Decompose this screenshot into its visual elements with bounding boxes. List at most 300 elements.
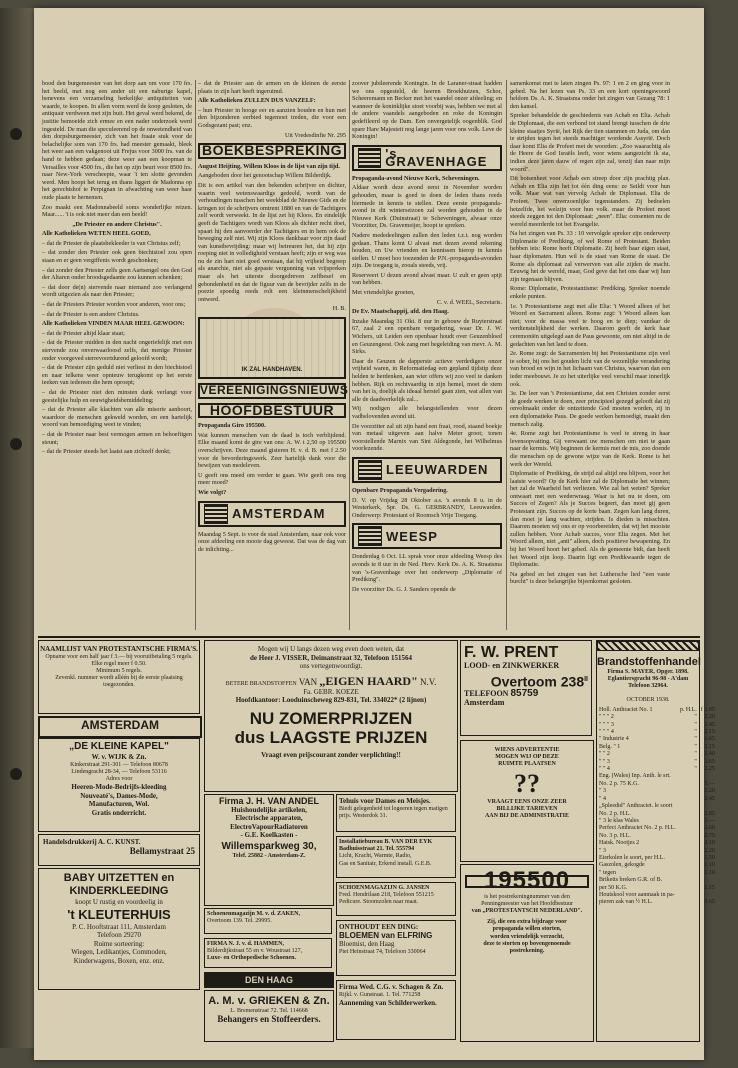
price-row bbox=[597, 885, 717, 892]
list-item: – dat de Priester steeds het laatst aan zichzelf denkt; bbox=[42, 448, 171, 456]
article-text: De voorzitter Ds. G. J. Sanders opende de bbox=[352, 585, 456, 593]
ad-line: Rijkl. v. Gunstraat. 1. Tel. 771258 bbox=[339, 991, 421, 998]
price-value: 2.40 bbox=[704, 751, 715, 758]
price-item: " " 3 bbox=[599, 758, 610, 765]
section-banner-vereenigingsnieuws: VEREENIGINGSNIEUWS bbox=[200, 383, 349, 398]
ad-line: Bloemist, den Haag bbox=[339, 940, 395, 948]
price-list-month: OCTOBER 1938. bbox=[626, 696, 670, 703]
article-text: samenkomst met te laten zingen Ps. 97: 1 en 2 en ging voor in gebed. Na het lezen van Ps. 33 en een kort openingswoord heldom Ds. A. K. Straatsma onder het zingen van Gezang 78: 1 den kansel. bbox=[510, 80, 670, 110]
ad-title: BABY UITZETTEN en bbox=[63, 872, 175, 884]
advertisement-section bbox=[38, 636, 715, 1058]
article-heading: Propaganda Giro 195500. bbox=[198, 422, 266, 430]
price-row bbox=[597, 729, 717, 736]
ad-headline: dus LAAGSTE PRIJZEN bbox=[234, 727, 428, 747]
price-value: 3.20 bbox=[704, 788, 715, 795]
article-text: Daar de Geuzen de dapperste actieve verdedigers onzer vrijheid waren, in Reformatiedag een gepland tijdstip deze helden te herdenken, aan wier offers wij zoo veel te danken hebben. Rijk en rechtvaardig in zijn hemel, moet de stem van het is, doelijk als ideaal herstel gaan zien, wat allen van alle de daadwerkelijk zal... bbox=[352, 357, 502, 403]
price-item: No. 2 p. 75 K.G. bbox=[599, 780, 639, 787]
review-title: August Heijting, Willem Kloos in de lijst van zijn tijd. bbox=[198, 162, 340, 170]
price-value: 2.10 bbox=[704, 840, 715, 847]
ad-line: Behangers en Stoffeerders. bbox=[217, 1014, 321, 1025]
ad-van-andel bbox=[204, 794, 334, 906]
ad-line: VAN bbox=[298, 676, 318, 687]
list-item: – dat de Priesters Priester worden voor anderen, voor ons; bbox=[42, 301, 186, 309]
article-text: De voorzitter zal uit zijn hand een fraai, rood, staand boekje van metaal uitgeven aan halve Meter groot; tonen voorstellende Marnix van Sint Aldegonde, het Wilhelmus voorlezende. bbox=[352, 422, 502, 453]
city-crest-icon bbox=[204, 504, 228, 524]
price-unit bbox=[678, 848, 699, 855]
list-item: – dat de Priester zijn geduld niet verliest in den biechtstoel en naar telkens weer opnieuw terugkomt op het eerste teeken van iedereen die hem oproept; bbox=[42, 364, 192, 387]
price-unit bbox=[678, 870, 699, 877]
ad-kleuterhuis bbox=[38, 868, 200, 990]
article-heading: De Ev. Maatschappij, afd. den Haag. bbox=[352, 308, 449, 316]
price-unit bbox=[678, 899, 699, 906]
ad-line: Zevenkl. nummer wordt alléén bij de eerste plaatsing toegezonden. bbox=[55, 675, 183, 689]
price-unit bbox=[678, 885, 699, 892]
article-text: Maandag 5 Sept. is voor de stad Amsterdam, naar ook voor onze afdeeling een mooie dag geweest. Dat was de dag van de inlichting... bbox=[198, 530, 346, 553]
ad-phone: 85759 bbox=[510, 688, 539, 700]
ad-kleine-kapel bbox=[38, 738, 200, 832]
ad-line: Huishoudelijke artikelen, bbox=[231, 805, 307, 814]
ad-line: Ruime sorteering: bbox=[93, 939, 145, 948]
ad-line: - G.E. Koelkasten - bbox=[240, 831, 298, 839]
price-value bbox=[699, 877, 717, 884]
price-unit: " bbox=[694, 766, 697, 773]
price-value: 2.15 bbox=[704, 729, 715, 736]
article-text: Reserveert U dezen avond alvast maar. U zult er geen spijt van hebben. bbox=[352, 271, 502, 287]
ad-line: Opname voor een half jaar f 3.— bij vooruitbetaling 5 regels. bbox=[45, 653, 193, 660]
price-row bbox=[597, 811, 717, 818]
ad-line: Willemsparkweg 30, bbox=[221, 840, 317, 852]
ad-line: LOOD- en ZINKWERKER bbox=[464, 661, 560, 670]
price-unit bbox=[678, 781, 699, 788]
article-text: bood den burgemeester van het dorp aan om voor 170 frs. het beeld, met nog een ander uit een naburige kapel, benevens een verzameling herkelijke antiquiteiten van waarde, te koopen. In allen vorm werd de koop gesloten, de antiquair verdween met zijn buit. Het geval werd bekend, de justitie bemoeide zich ermee en een nader onderzoek werd ingesteld. De man die speculeerend op de onwetendheid van den dorpsburgemeester, zich van het fraaie stuk voor de belachelijke som van 170 frs. had meester gemaakt, bleek het weer aan een vakgenoot uit Frejus voor 3000 frs. van de hand te hebben gedaan; deze weer aan een koopman te Versailles voor 4500 frs., die het op zijn beurt voor 8500 frs. naar New-York verscheepte, waar 't ten slotte gevonden werd. Men hoopt het terug en thans liggert de Madonna op het gerechtshof te Perpignan in afwachting van weer haar oude plaats te hernemen. bbox=[42, 80, 192, 201]
column-2 bbox=[198, 80, 349, 630]
ad-title: Firma J. H. VAN ANDEL bbox=[218, 796, 319, 806]
article-signature: C. v. d. WEEL, Secretaris. bbox=[436, 298, 502, 306]
price-unit bbox=[678, 892, 699, 899]
price-item: " 3 bbox=[599, 788, 606, 795]
ad-line: BETERE BRANDSTOFFEN bbox=[225, 680, 297, 687]
price-item: Briketts breken G.R. of B. bbox=[599, 877, 663, 884]
ad-title: Schoenenmagazijn M. v. d. ZAKEN, bbox=[207, 911, 301, 917]
article-text: U geeft ons meed om verder te gaan. Wie geeft ons nog meer moed? bbox=[198, 471, 346, 487]
ad-title: „EIGEN HAARD" bbox=[319, 673, 418, 688]
ad-line: Fa. GEBR. KOEZE bbox=[303, 687, 359, 696]
ad-line: de Heer J. VISSER, Deimanstraat 32, Telefoon 151564 bbox=[250, 653, 412, 662]
ad-line: Penningmeester van het Hoofdbestuur bbox=[481, 900, 573, 907]
ad-title: Firma Wed. C.G. v. Schagen & Zn. bbox=[339, 983, 444, 991]
price-value: 2.20 bbox=[704, 847, 715, 854]
ad-line: Telef. 25882 - Amsterdam-Z. bbox=[232, 852, 306, 859]
price-item: „Spleedid" Anthraciet. le soort bbox=[599, 803, 673, 810]
ad-line: Aanneming van Schilderwerken. bbox=[339, 998, 437, 1007]
price-unit: " bbox=[694, 758, 697, 765]
article-text: Wat kunnen menschen van de daad is toch verblijdend. Elke maand komt de gire van ons: A. W. t 2,50 op 195500 overschrijven. Deze maand gisteren H. v. d. B. met f 2.50 voor de bevorderingswerk. Zeer hartelijk dank voor die bewijzen van medeleven. bbox=[198, 431, 346, 470]
price-item: Eng. (Wales) Inp. Anth. le srt. bbox=[599, 773, 671, 780]
section-banner-hoofdbestuur: HOOFDBESTUUR bbox=[198, 403, 346, 419]
article-text: zoover jubileerende Koningin. In de Laraner-straat hadden we ons opgesteld, de heeren Broekhuizen, Schor, Scheeremann en Becker met het vaandel onzer afdeeling; en wanneer de koninklijke stoet voorbij was, hebben we met al de andere vaandels aangeboden en roke de Koningin gedefileerd op de Dam. Een onvergetelijk oogenblik. God spare Hare Majesteit nog lange jaren voor ons volk. Leve de Koningin! bbox=[352, 80, 502, 141]
giro-number: 195500 bbox=[465, 875, 589, 888]
review-signature: H. B. bbox=[332, 305, 346, 313]
price-unit bbox=[678, 811, 699, 818]
binding-hole bbox=[10, 768, 22, 780]
ad-title: BLOEMEN van ELFRING bbox=[339, 930, 433, 940]
ad-brandstoffenhandel bbox=[596, 640, 715, 1042]
ad-title: Tehuis voor Dames en Meisjes. bbox=[339, 797, 431, 805]
ad-heading-amsterdam: AMSTERDAM bbox=[38, 716, 202, 738]
ad-grieken bbox=[204, 990, 334, 1042]
ad-line: propaganda willen storten, bbox=[492, 926, 562, 933]
article-text: Na het zingen van Ps. 33 : 10 vervolgde spreker zijn onderwerp Diplomatie of Prediking, of wel Rome of Protestant. Beiden hebben iets: Rome heeft Diplomatie. Zij heeft haar eigen staat, haar diplomaten. Hun wil is de staat van Rome de staat. De Rome als diplomaat zal verwerven van alle zijden de macht. Eeuwig het de wereld, maar, God geve dat het ons daar wij hun zijn tegenaan blijven. bbox=[510, 230, 670, 283]
city-banner-weesp bbox=[352, 523, 502, 549]
ad-schagen bbox=[336, 980, 456, 1040]
price-item: Belg. " 1 bbox=[599, 743, 621, 750]
price-row bbox=[597, 862, 717, 869]
price-unit bbox=[678, 796, 699, 803]
article-text: Diplomatie of Prediking, de strijd zal altijd ons blijven, voor het laatste woord? Op de Kerk hier zal de Diplomatie het winnen; het zal de Waarheid het verliezen. Wie zal het weten? Spreker ontwaart met een wederwraag. Waar is het nu te doen, om Succes of Zegen? Als je Succes begeert, dan moet gij geen Protestant zijn. Succes op de korte baan. Zegen kan lang duren, dan moet je lang wachten, strijden. Is dieden is misschien. Daarom moeten wij ons er op voorbereiden, dat wij het mooiste zullen hebben. Voor Achab succes, voor Elia zegen. Met het Woord alleen, niet „anti" alleen, doch positieve bewapening. En bij het Woord hoort het gebed. Als de gemeente bidt, dan heeft het Woord zijn loop. Daarin ligt een Predikwaarde tegen de Diplomatie. bbox=[510, 470, 670, 569]
price-value bbox=[699, 803, 717, 810]
price-unit bbox=[678, 877, 699, 884]
price-unit: " bbox=[694, 714, 697, 721]
article-text: Na gebed en het zingen van het Luthersche lied "een vaste burcht" is deze belangrijke bijeenkomst gesloten. bbox=[510, 570, 670, 586]
list-item: – dat de Priester naar best vermogen armen en behoeftigen steunt; bbox=[42, 430, 192, 446]
price-item: " 3 bbox=[599, 847, 606, 854]
review-text: Dit is een artikel van den bekenden schrijver en dichter, waarin veel wetenswaardigs gedeeld, wordt van de verhoudingen tusschen het weekblad de Nieuwe Gids en de kringen tot de schrijvers omtrent 1880 en van de Tachtigers zelf wordt verweekt. In de lijst zet hij Kloos. En eindelijk geeft de Tachtigers wordt van Kloos als dichter recht doet, spaart hij den aanvoerder der Tachtigers en in hem ook de beweging zelf niet. Wij zijn Kloos dankbaar voor zijn daad van kunstbevrijding: maar wij betreuren het, dat hij zijn roeping niet in volledigheid verstaan heeft; zijn er weg was nu de zin hart niet goed verstaan, dat hij vrijheid begreep als anarchie, niet als gepaste vergunning van vrijspreken maar als het uiterste doorgedreven zelfbesef en gebondenheid en dat de figuur van de bevrijder zelfs in de poezie spoedig reeds rolt een kleinmenschelijkheid ontwerd. bbox=[198, 181, 346, 303]
ad-line: Vraagt even prijscourant zonder verplichting!! bbox=[261, 750, 401, 759]
ad-line: van „PROTESTANTSCH NEDERLAND". bbox=[471, 907, 583, 914]
ad-line: Heeren-Mode-Bedrijfs-kleeding bbox=[71, 783, 167, 792]
ad-line: N.V. bbox=[420, 676, 437, 687]
ad-tehuis-dames bbox=[336, 794, 456, 832]
price-row bbox=[597, 751, 717, 758]
price-row bbox=[597, 825, 717, 832]
newspaper-page bbox=[34, 8, 715, 1060]
price-value bbox=[699, 892, 717, 899]
price-value: 2.20 bbox=[704, 714, 715, 721]
ad-naamlijst bbox=[38, 640, 200, 714]
price-value: 1.10 bbox=[704, 869, 715, 876]
ad-line: VRAAGT EENS ONZE ZEER bbox=[487, 798, 567, 805]
article-text: Alle Katholieken ZULLEN DUS VANZELF: bbox=[198, 97, 316, 105]
price-item: " " " 3 bbox=[599, 721, 614, 728]
ad-line: Telefoon 29270 bbox=[96, 931, 142, 939]
price-value: 2.45 bbox=[704, 795, 715, 802]
ad-line: Wiegen, Ledikantjes, Commoden, bbox=[71, 948, 167, 956]
price-unit: p. H.L. bbox=[679, 706, 697, 713]
price-value: 1.50 bbox=[704, 854, 715, 861]
ad-line: TELEFOON bbox=[464, 689, 509, 699]
price-row bbox=[597, 759, 717, 766]
article-text: 3e. De leer van 't Protestantisme, dat een Christen zonder eerst de goede werken te doen, zeer principieel gezegd gelooft dat zij onvolmaakt onder de ontzettende God moeten worden, zij in een diplomatieke Paus. De goede werken bemoedigt, maakt den mensch zalig. bbox=[510, 390, 670, 428]
article-text: D. V. op Vrijdag 28 Oktober a.s. 's avonds 8 u. in de Westerkerk, Spr. Ds. G. GERBRANDY, Leeuwarden. Onderwerp: Protestant of Roomsch Vrije Toegang. bbox=[352, 496, 502, 519]
city-name: AMSTERDAM bbox=[232, 505, 326, 521]
list-item: – dat de Priester altijd klaar staat; bbox=[42, 329, 125, 337]
price-row bbox=[597, 848, 717, 855]
price-list bbox=[597, 707, 717, 907]
decorative-border bbox=[597, 641, 699, 651]
list-item: – dat zonder den Priester ook geen biechtstoel zou open staan en er geen vergiffenis wordt geschonken; bbox=[42, 249, 192, 265]
price-value: 3.— bbox=[704, 817, 715, 824]
price-item: " 4 bbox=[599, 795, 606, 802]
price-unit bbox=[678, 840, 699, 847]
ad-van-der-eyk bbox=[336, 836, 456, 878]
ad-hammen bbox=[204, 938, 332, 968]
ad-line: Firma S. MAYER, Opger. 1898. bbox=[607, 669, 689, 675]
list-item: – hun Priester in hooge eer en aanzien houden en hun met den bijzonderen eerbied tegemoet treden, die voor een Godsgezant past; enz. bbox=[198, 106, 346, 129]
price-value: 2.25 bbox=[704, 766, 715, 773]
ad-line: Nouveaté's, Dames-Mode, bbox=[80, 791, 158, 800]
ad-jansen bbox=[336, 882, 456, 916]
price-item: Gaszolen, gekogde bbox=[599, 862, 645, 869]
ad-line: Fred. Hendrilaan 218, Telefoon 551215 bbox=[339, 892, 434, 899]
ad-line: is het postrekeningnummer van den bbox=[484, 893, 570, 900]
city-name: LEEUWARDEN bbox=[386, 462, 489, 478]
article-text: Alle Katholieken WETEN HEEL GOED, bbox=[42, 230, 151, 238]
ad-line: Minimum 5 regels. bbox=[96, 667, 142, 674]
ad-line: WIENS ADVERTENTIE bbox=[494, 747, 560, 753]
ad-line: postrekening. bbox=[509, 947, 545, 954]
article-text: Rome: Diplomatie, Protestantisme: Prediking. Spreker noemde enkele punten. bbox=[510, 285, 670, 301]
article-text: Met vriendelijke groeten, bbox=[352, 289, 415, 297]
ad-line: worden vriendelijk verzocht, bbox=[490, 933, 564, 940]
ad-drukkerij bbox=[38, 834, 200, 866]
ad-line: Eglantiersgracht 96-98 - A'dam bbox=[607, 676, 689, 683]
price-item: Haisk. Nootjes 2 bbox=[599, 840, 640, 847]
ad-line: RUIMTE PLAATSEN bbox=[498, 761, 556, 768]
city-crest-icon bbox=[358, 148, 381, 168]
ad-line: Biedt gelegenheid tot logeeren tegen matigen prijs. Westerdok 31. bbox=[339, 805, 448, 819]
price-value: 2.60 bbox=[704, 825, 715, 832]
article-text: Aldaar wordt deze avond eerst in November worden gehouden, maar is goed te doen de leden thans reeds hiermede in kennis te stellen. Deze eerste propaganda-avond in dit winterseizoen zal worden gehouden in de Nieuwe Kerk (Duinstraat) te Scheveningen, alwaar onze Voorzitter, Ds. Gravemeijer, hoopt te spreken. bbox=[352, 184, 502, 230]
price-row bbox=[597, 796, 717, 803]
price-unit bbox=[678, 773, 699, 780]
price-value: 2.85 bbox=[704, 810, 715, 817]
price-item: " Industrie 4 bbox=[599, 736, 629, 743]
ad-prent bbox=[460, 640, 592, 736]
binding-strip bbox=[0, 8, 34, 1048]
ad-line: Mogen wij U langs dezen weg even doen weten, dat bbox=[257, 645, 405, 653]
article-heading: „De Priester en andere Christus". bbox=[72, 220, 162, 228]
ad-line: Amsterdam bbox=[464, 697, 505, 707]
list-item: – dat de Priester niet den minsten dank verlangt voor geestelijke hulp en eeuwigheidsbemiddeling; bbox=[42, 388, 192, 404]
list-item: – dat de Priester alle klachten van alle misorie aanhoort, waardoor de menschen gekweld worden, en een hartelijk woord van bemoediging weet te vinden; bbox=[42, 406, 192, 429]
list-item: – dat de Priester midden in den nacht ongeriefelijk met een stervende zou onverwaarloosd zelfs, dat menige Priester onder voorgeved sterrevoortdurend geloofd wordt; bbox=[42, 339, 192, 362]
price-row bbox=[597, 707, 717, 714]
price-unit: " bbox=[694, 751, 697, 758]
price-unit bbox=[678, 862, 699, 869]
ad-line: Licht, Kracht, Warmte, Radio, bbox=[339, 853, 412, 860]
article-text: 4e. Rome zegt het Protestantisme is veel te streng in haar levensopvatting. Gij verwaant uw menschen om niet te gaan naar de kermis. Wij beginnen de kermis met de mis, zoo doende die menschen op de gewone wijze van de Kerk. Rome is het werk der Wereld. bbox=[510, 430, 670, 468]
price-item: " " 2 bbox=[599, 751, 610, 758]
price-row bbox=[597, 877, 717, 884]
price-value: f 2.05 bbox=[700, 706, 715, 713]
price-unit bbox=[678, 855, 699, 862]
ad-line: Bilderdijkstraat 55 en v. Woustraat 127, bbox=[207, 948, 303, 955]
ad-line: Badhuisstraat 21. Tel. 555794 bbox=[339, 846, 415, 853]
binding-hole bbox=[10, 128, 22, 140]
price-item: per 50 K.G. bbox=[599, 884, 628, 891]
price-unit: " bbox=[694, 736, 697, 743]
ad-title: FIRMA N. J. v. d. HAMMEN, bbox=[207, 941, 284, 947]
column-3 bbox=[352, 80, 502, 630]
price-item: Perfect Anthraciet No. 2 p. H.L. bbox=[599, 825, 676, 832]
price-row bbox=[597, 714, 717, 721]
ad-line: Lindengracht 28-34, — Telefoon 53116 bbox=[71, 768, 167, 775]
price-unit: " bbox=[694, 743, 697, 750]
price-value: 2.65 bbox=[704, 758, 715, 765]
article-heading: Openbare Propaganda Vergadering. bbox=[352, 486, 448, 494]
ad-line: W. v. WIJK & Zn. bbox=[91, 753, 147, 761]
emblem-motto: IK ZAL HANDHAVEN. bbox=[241, 367, 303, 374]
ad-line: deze te storten op bovengenoemde bbox=[483, 940, 571, 947]
price-item: " " " 2 bbox=[599, 714, 614, 721]
price-item: No. 2 p. H.L. bbox=[599, 810, 631, 817]
ad-title: KINDERKLEEDING bbox=[69, 885, 169, 897]
ad-line: Kinkerstraat 291-301 — Telefoon 80678 bbox=[70, 761, 168, 768]
ad-giro bbox=[460, 864, 594, 1042]
price-value: 0.65 bbox=[704, 899, 715, 906]
ad-elfring bbox=[336, 920, 456, 976]
price-unit bbox=[678, 803, 699, 810]
price-row bbox=[597, 899, 717, 906]
ad-title: Brandstoffenhandel bbox=[597, 656, 701, 668]
city-name: 's GRAVENHAGE bbox=[385, 146, 488, 169]
ad-line: BILLIJKE TARIEVEN bbox=[496, 805, 558, 812]
ad-zaken bbox=[204, 908, 332, 934]
ad-line: AAN BIJ DE ADMINISTRATIE bbox=[484, 813, 570, 820]
city-crest-icon bbox=[358, 526, 382, 546]
ad-heading-den-haag: DEN HAAG bbox=[204, 972, 334, 988]
ad-line: Luxe- en Orthopedische Schoenen. bbox=[207, 955, 297, 962]
article-text: Wie volgt? bbox=[198, 488, 227, 496]
article-text: 2e. Rome zegt: de Sacramenten bij het Protestantisme zijn veel te sober, bij ons het gouden licht van de wezenlijke verandering van brood en wijn in het lichaam van Christus, waarvan dan een ieder meebouwt. Je zo het uiterlijke veel verschil maar innerlijk ook. bbox=[510, 350, 670, 388]
ad-line: koopt U rustig en voordeelig in bbox=[75, 898, 163, 906]
ad-title: Installatiebureau B. VAN DER EYK bbox=[339, 839, 433, 845]
list-item: – dat door de(n) stervende naar niemand zoo verlangend wordt uitgezien als naar den Priester; bbox=[42, 283, 192, 299]
price-row bbox=[597, 773, 717, 780]
article-text: Nadere mededeelingen zullen den leden t.z.t. nog worden gedaan. Thans komt U alvast met dezen avond rekening houden, en Uw vrienden en kennissen hierop in kennis stellen. U moet hoo toezenden de P.N.-propaganda-avonden zijn. De toegang is, zooals steeds, vrij. bbox=[352, 231, 502, 270]
price-unit bbox=[678, 825, 699, 832]
price-item: Houtskool voor aanmaak in pa- bbox=[599, 891, 675, 898]
ad-line: Gas en Sanitair, Erkend install. G.E.B. bbox=[339, 860, 432, 867]
ad-line: Bellamystraat 25 bbox=[129, 845, 195, 856]
price-item: Eierkolen le soort, per H.L. bbox=[599, 854, 665, 861]
price-value: 3.— bbox=[704, 780, 715, 787]
price-item: " 3 le klas Wales bbox=[599, 817, 639, 824]
ad-title: „DE KLEINE KAPEL" bbox=[69, 741, 169, 752]
article-text: Alle Katholieken VINDEN MAAR HEEL GEWOON: bbox=[42, 320, 185, 328]
ad-title: Handelsdrukkerij A. C. KUNST. bbox=[43, 838, 141, 846]
city-crest-icon bbox=[358, 460, 382, 480]
list-item: – dat zonder den Priester zelfs geen Aartsengel ons den God der Altaren onder broodsgedaante zou kunnen schenken; bbox=[42, 266, 192, 282]
section-banner-boekbespreking: BOEKBESPREKING bbox=[198, 143, 346, 159]
ad-address: Overtoom 238 bbox=[490, 673, 585, 690]
ad-line: Manufacturen, Wol. bbox=[88, 800, 150, 809]
ad-line: Pedicure. Stoomzolen naar maat. bbox=[339, 899, 419, 906]
article-text: Donderdag 6 Oct. LL sprak voor onze afdeeling Weesp des avonds te 8 uur in de Ned. Herv. Kerk Ds. A. K. Straatsma van 's-Gravenhage over het onderwerp „Diplomatie of Prediking". bbox=[352, 553, 502, 584]
price-value: 2.15 bbox=[704, 743, 715, 750]
price-item: pieren zak van ½ H.L. bbox=[599, 899, 653, 906]
ad-line: Kinderwagens, Boxen, enz. enz. bbox=[73, 956, 165, 965]
price-row bbox=[597, 736, 717, 743]
price-item: Holl. Anthraciet No. 1 bbox=[599, 706, 653, 713]
price-value: 2.45 bbox=[704, 721, 715, 728]
article-text: Zoo maakt een Madonnabeeld soms wonderlijke reizen. Maar...... 't is ook niet meer dan een beeld! bbox=[42, 203, 192, 219]
list-item: – dat de Priester de plaatsbekleeder is van Christus zelf; bbox=[42, 239, 181, 247]
article-text: 1e. 't Protestantisme zegt met alle Elia: 't Woord alleen of het Woord en Sacrament alleen. Rome zegt: 't Woord alleen kan niet; voor de massa veel te hoog en te diep; vandaar de verdienstelijkheid der werken. Daarom geeft de kerk haar ceremoniën uitgelegd aan de Paus gewoonte, om niet altijd in de gedachten van het land te doen. bbox=[510, 302, 670, 348]
price-item: " tegen bbox=[599, 869, 616, 876]
ad-line: Hoofdkantoor: Looduinscheweg 829-831, Tel. 334022* (2 lijnen) bbox=[235, 696, 427, 705]
price-row bbox=[597, 788, 717, 795]
article-source: Uit Vredesdinfie Nr. 295 bbox=[284, 131, 346, 139]
price-item: No. 3 p. H.L. bbox=[599, 832, 631, 839]
price-value: 1.10 bbox=[704, 862, 715, 869]
ad-title: 't KLEUTERHUIS bbox=[67, 906, 171, 922]
vereeniging-emblem bbox=[198, 317, 346, 379]
ad-title: SCHOENMAGAZIJN G. JANSEN bbox=[339, 885, 430, 891]
column-1 bbox=[42, 80, 192, 630]
list-item: – dat de Priester is een andere Christus. bbox=[42, 310, 140, 318]
city-banner-gravenhage bbox=[352, 145, 502, 171]
article-heading: Propaganda-avond Nieuwe Kerk, Scheveningen. bbox=[352, 174, 480, 182]
ad-title: F. W. PRENT bbox=[464, 644, 559, 661]
article-text: Wij nodigen alle belangstellenden voor dezen vadbelovenden avond uit. bbox=[352, 405, 502, 420]
price-row bbox=[597, 803, 717, 810]
ad-line: Adres voor bbox=[105, 775, 133, 782]
price-row bbox=[597, 855, 717, 862]
city-banner-amsterdam bbox=[198, 501, 346, 527]
ad-line: Piet Heinstraat 74, Telefoon 330064 bbox=[339, 948, 426, 955]
ad-line: P. C. Hooftstraat 111, Amsterdam bbox=[72, 922, 166, 931]
ad-title: ONTHOUDT EEN DING: bbox=[339, 923, 419, 931]
article-text: Dit botsenheet voor Achab een streep door zijn prachtig plan. Achab en Elia zijn het tot één ding eens: ze Seildt voor hun volk. Maar wat van vervolg Achab de Diplomaat. Elia de Profeet. Twee onverzoenlijke tegenstanders. Zij bedoelen hetzelfde, het welzijn voor hun volk. maar de Profeet moet steeds zeggen tot den Diplomaat: „neen". Elia: consenten nu de wereld meerderde tot het Evangelie. bbox=[510, 175, 670, 228]
price-row bbox=[597, 722, 717, 729]
ad-line: MOGEN WIJ OP DEZE bbox=[495, 754, 559, 761]
article-text: Spreker behandelde de geschiedenis van Achab en Elia. Achab de Diplomaat, die een verbond tot stand brengt tusschen de drie kleine staatjes Syrië, het Rijk der tien stammen en Juda, om dan te strijden tegen het steeds machtiger wordende Assyrië. Doch daar komt Elia de Profeet met de woorden: „Zoo waarachtig als de Heere de God Israëls leeft, voor wiens aangezicht ik sta, indien deze jaren dauw of regen zijn zal, tenzij dan naar mijn woord". bbox=[510, 112, 670, 173]
ad-line: Zij, die een extra bijdrage voor bbox=[487, 919, 567, 926]
article-text: Inzake Maandag 31 Okt. 8 uur in gebouw de Ruyterstraat 67, zaal 2 een openbare vergadering, waar Dr. J. W. Wichers, uit Leiden een openbaar houdt over Geuzenbloed en Geuzengeest. Ook zang met begeleiding van mevr. A. M. Sirks. bbox=[352, 317, 502, 356]
ad-line: Elke regel meer f 0.50. bbox=[91, 660, 147, 667]
ad-line: Overtoom 139. Tel. 29995. bbox=[207, 918, 272, 925]
question-marks: ?? bbox=[514, 768, 540, 798]
ad-line: Telefoon 32964. bbox=[628, 683, 668, 690]
price-value: 1.15 bbox=[704, 884, 715, 891]
price-unit: " bbox=[694, 721, 697, 728]
ad-headline: NU ZOMERPRIJZEN bbox=[249, 708, 413, 728]
price-unit: " bbox=[694, 729, 697, 736]
ad-title: NAAMLIJST VAN PROTESTANTSCHE FIRMA'S. bbox=[40, 645, 198, 653]
price-row bbox=[597, 833, 717, 840]
price-row bbox=[597, 840, 717, 847]
price-unit bbox=[678, 788, 699, 795]
ad-line: L. Bremenstraat 72. Tel. 114668 bbox=[230, 1008, 308, 1014]
binding-hole bbox=[10, 438, 22, 450]
ad-address-suffix: II bbox=[584, 675, 588, 683]
price-item: " " " 4 bbox=[599, 729, 614, 736]
price-value: 2.75 bbox=[704, 832, 715, 839]
review-subtitle: Aangeboden door het genootschap Willem Bilderdijk. bbox=[198, 172, 332, 180]
ad-eigen-haard bbox=[204, 640, 458, 792]
city-name: WEESP bbox=[386, 528, 438, 544]
city-banner-leeuwarden bbox=[352, 457, 502, 483]
ad-line: ElectroVapourRadiatoren bbox=[230, 822, 308, 831]
ad-line: Gratis onderricht. bbox=[91, 808, 147, 817]
price-row bbox=[597, 781, 717, 788]
price-unit bbox=[678, 833, 699, 840]
list-item: – dat de Priester aan de armen en de kleinen de eerste plaats in zijn hart heeft ingeruimd. bbox=[198, 80, 346, 95]
price-value: 1.65 bbox=[704, 736, 715, 743]
price-unit bbox=[678, 818, 699, 825]
ad-advertentie-ruimte bbox=[460, 740, 594, 862]
